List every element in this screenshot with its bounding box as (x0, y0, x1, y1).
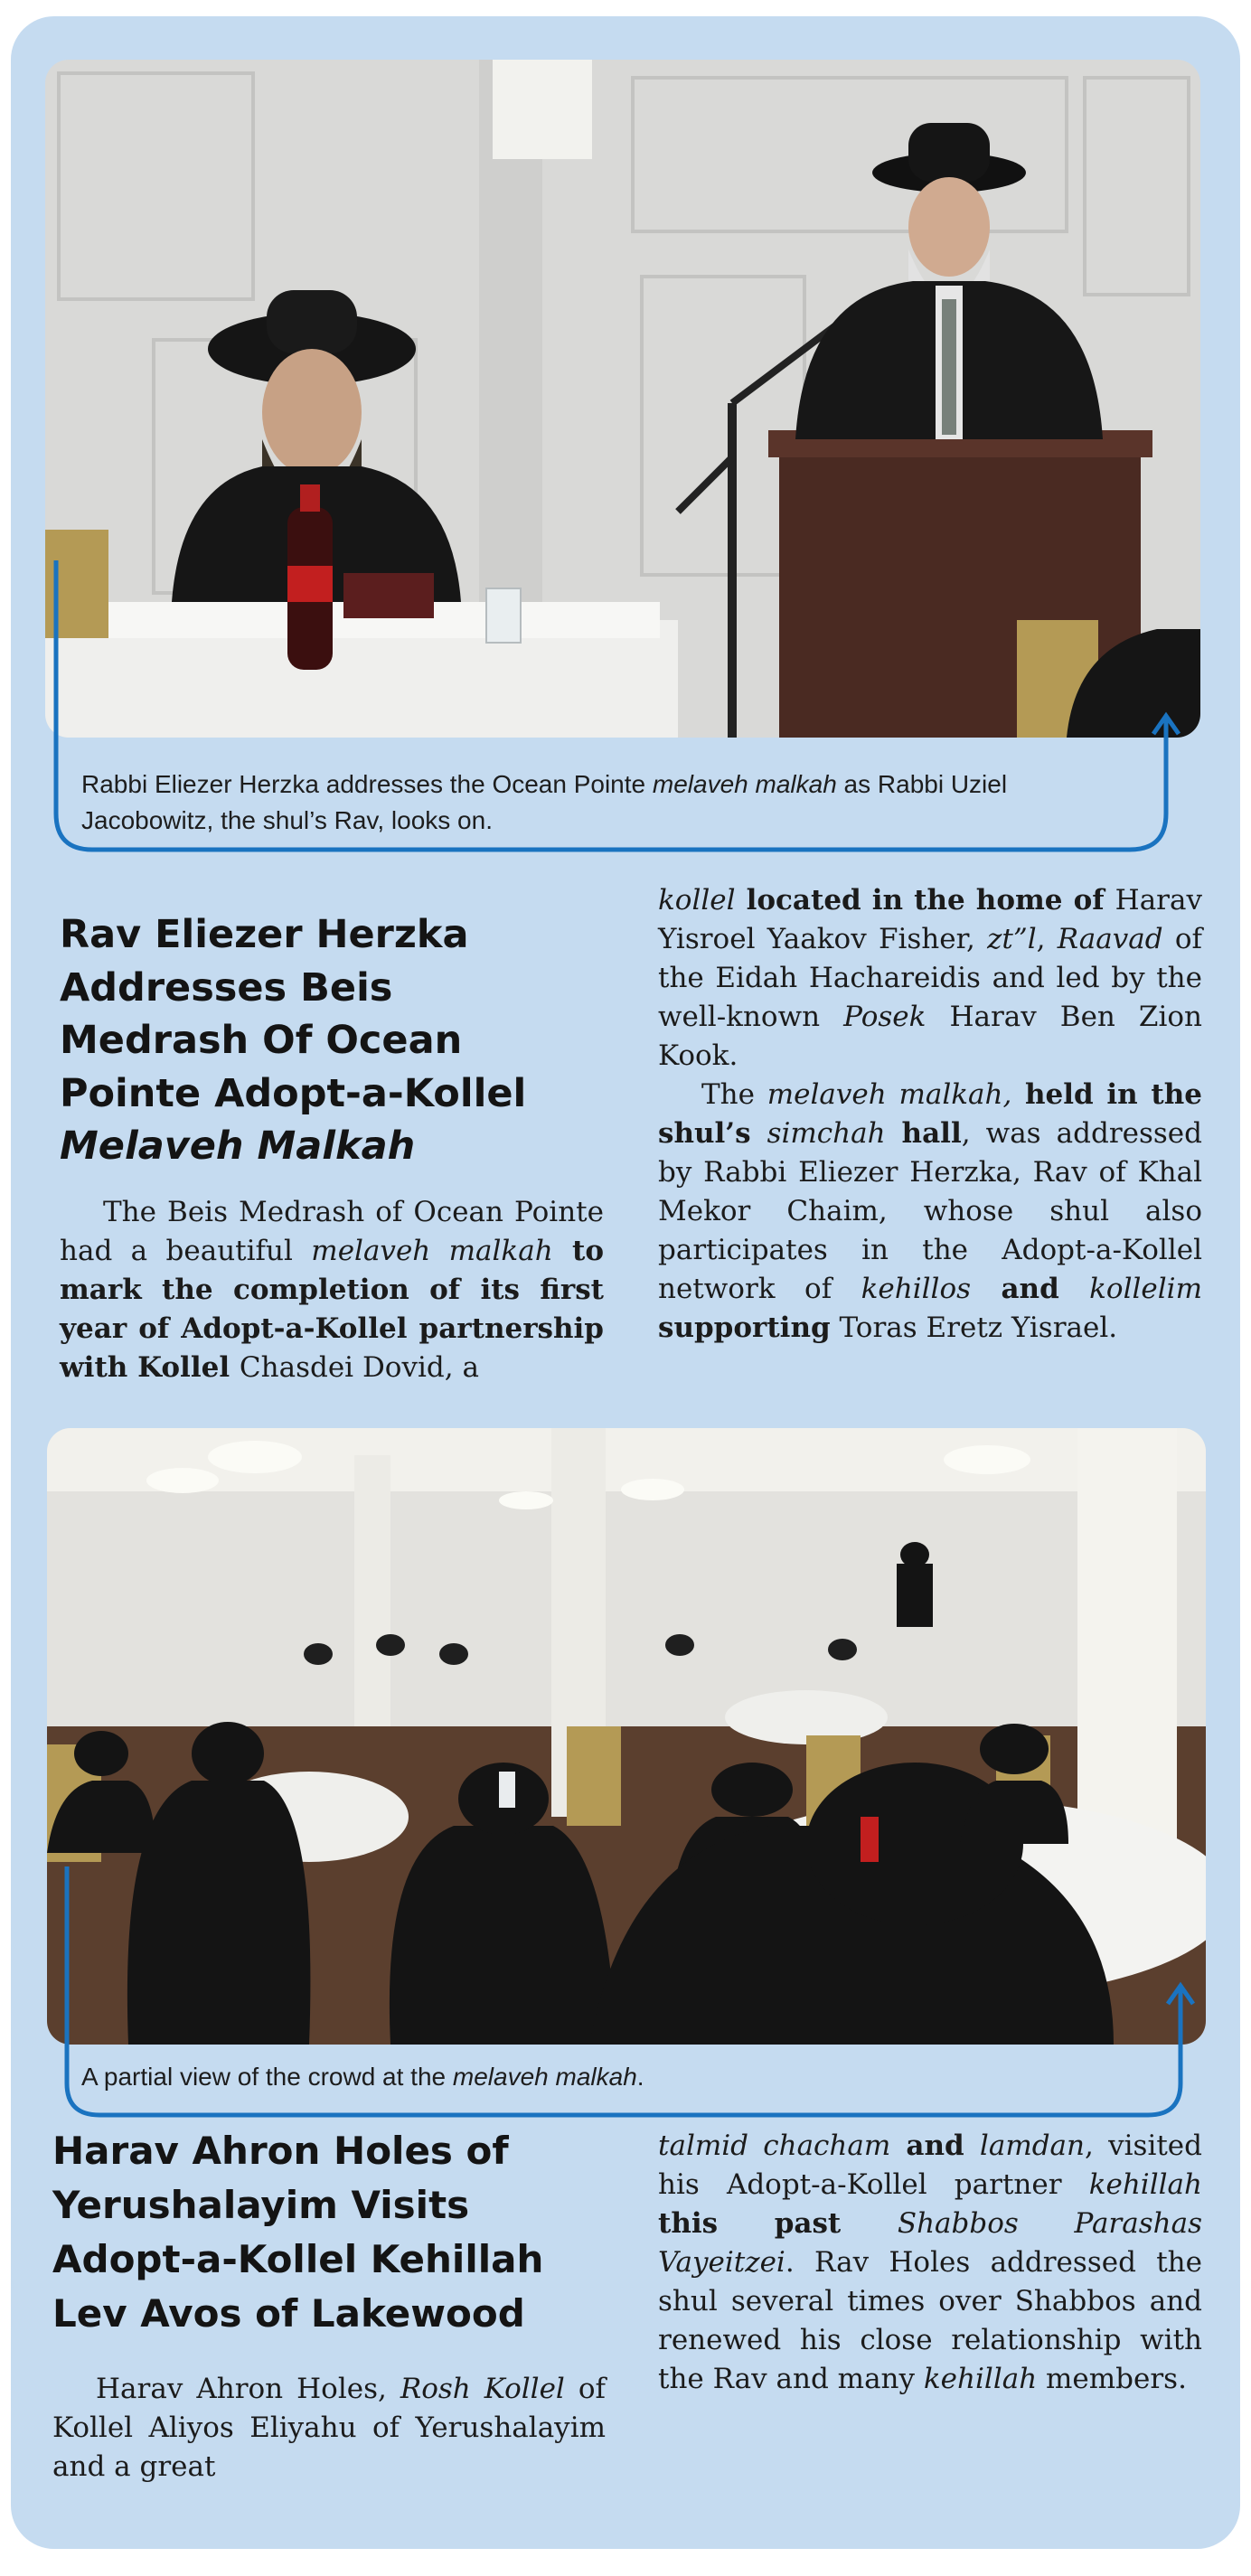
photo-rabbi-speaking (45, 60, 1200, 738)
article-2-col-left: Harav Ahron Holes, Rosh Kollel of Kollel Aliyos Eliyahu of Yerushalayim and a great (52, 2373, 606, 2483)
photo-caption-2: A partial view of the crowd at the melaveh malkah. (81, 2063, 644, 2091)
photo-crowd (47, 1428, 1206, 2045)
photo-caption-1: Rabbi Eliezer Herzka addresses the Ocean Pointe melaveh malkah as Rabbi Uziel Jacobowitz, the shul’s Rav, looks on. (81, 770, 1008, 834)
headline-2: Harav Ahron Holes of Yerushalayim Visits Adopt-a-Kollel Kehillah Lev Avos of Lakewood (52, 2129, 544, 2336)
article-2-col-right: talmid chacham and lamdan, visited his Adopt-a-Kollel partner kehillah this past Shabbos Parashas Vayeitzei. Rav Holes addressed the shul several times over Shabbos and renewed his close relationship with the Rav and many kehillah members. (658, 2129, 1203, 2395)
headline-1: Rav Eliezer Herzka Addresses Beis Medrash Of Ocean Pointe Adopt-a-Kollel Melaveh Malkah (60, 912, 527, 1169)
article-1-col-left: The Beis Medrash of Ocean Pointe had a beautiful melaveh malkah to mark the completion of its first year of Adopt-a-Kollel partnership with Kollel Chasdei Dovid, a (60, 1196, 604, 1384)
article-1-col-right: kollel located in the home of Harav Yisroel Yaakov Fisher, zt”l, Raavad of the Eidah Hachareidis and led by the well-known Posek Harav Ben Zion Kook. The melaveh malkah, held in the shul’s simchah hall, was addressed by Rabbi Eliezer Herzka, Rav of Khal Mekor Chaim, whose shul also participates in the Adopt-a-Kollel network of kehillos and kollelim supporting Toras Eretz Yisrael. (658, 884, 1202, 1344)
